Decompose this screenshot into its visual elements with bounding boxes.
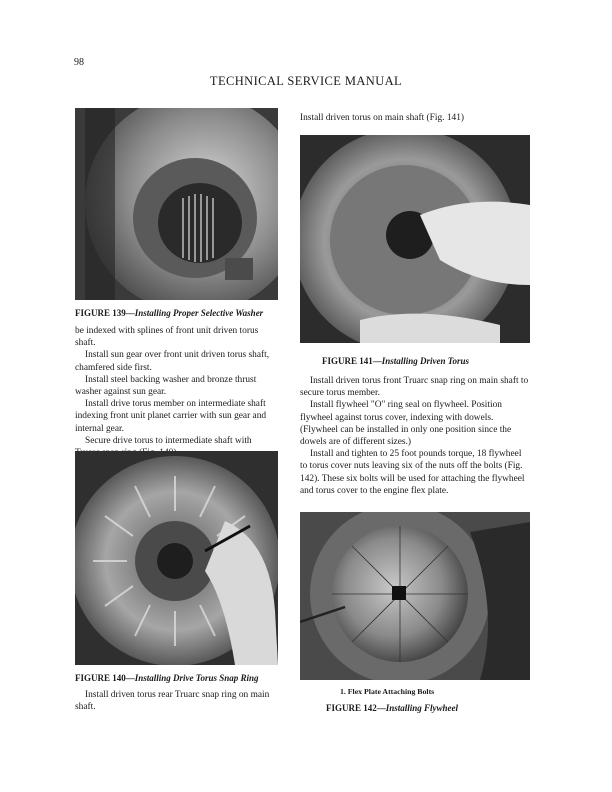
right-intro [300,112,530,124]
paragraph: Install steel backing washer and bronze thrust washer against sun gear. [75,374,257,398]
paragraph: Install flywheel "O" ring seal on flywheel. Position flywheel against torus cover, indexing with dowels. (Flywheel can be installed in only one position since the dowels are of different sizes.) [300,400,512,448]
running-title: TECHNICAL SERVICE MANUAL [209,74,403,88]
paragraph: Install driven torus on main shaft (Fig. 141) [300,113,465,123]
paragraph: Install drive torus member on intermediate shaft indexing front unit planet carrier with sun gear and internal gear. [75,399,267,434]
figure-140-caption: FIGURE 140—Installing Drive Torus Snap Ring [75,673,259,683]
left-text-block-1 [75,325,278,459]
figure-141-photo [300,135,530,343]
paragraph: Install sun gear over front unit driven torus shaft, chamfered side first. [75,350,270,373]
left-text-block-2 [75,689,278,713]
paragraph: Install driven torus rear Truarc snap ring on main shaft. [75,690,270,713]
paragraph: be indexed with splines of front unit driven torus shaft. [75,326,259,349]
paragraph: Secure drive torus to intermediate shaft with [85,435,252,446]
paragraph: Install driven torus front Truarc snap ring on main shaft to secure torus member. [300,376,529,399]
paragraph: Install and tighten to 25 foot pounds torque, 18 flywheel to torus cover nuts leaving six of the nuts off the bolts (Fig. 142). These six bolts will be used for attaching the flywheel and torus cover to the engine flex plate. [300,449,525,496]
figure-141-title: Installing Driven Torus [381,356,469,366]
right-text-block [300,375,530,497]
figure-139-caption: FIGURE 139—Installing Proper Selective Washer [75,308,264,318]
figure-139-photo [75,108,278,300]
figure-142-caption: FIGURE 142—Installing Flywheel [326,703,459,713]
figure-142-callout: 1. Flex Plate Attaching Bolts [340,687,435,696]
figure-140-title: Installing Drive Torus Snap Ring [134,673,259,683]
figure-139-title: Installing Proper Selective Washer [134,308,264,318]
figure-140-photo [75,451,278,665]
figure-142-number: FIGURE 142 [326,703,377,713]
figure-141-caption: FIGURE 141—Installing Driven Torus [322,356,469,366]
figure-140-number: FIGURE 140 [75,673,126,683]
figure-141-number: FIGURE 141 [322,356,373,366]
figure-142-photo [300,512,530,680]
figure-142-title: Installing Flywheel [385,703,459,713]
page-number: 98 [74,57,84,68]
figure-139-number: FIGURE 139 [75,308,126,318]
